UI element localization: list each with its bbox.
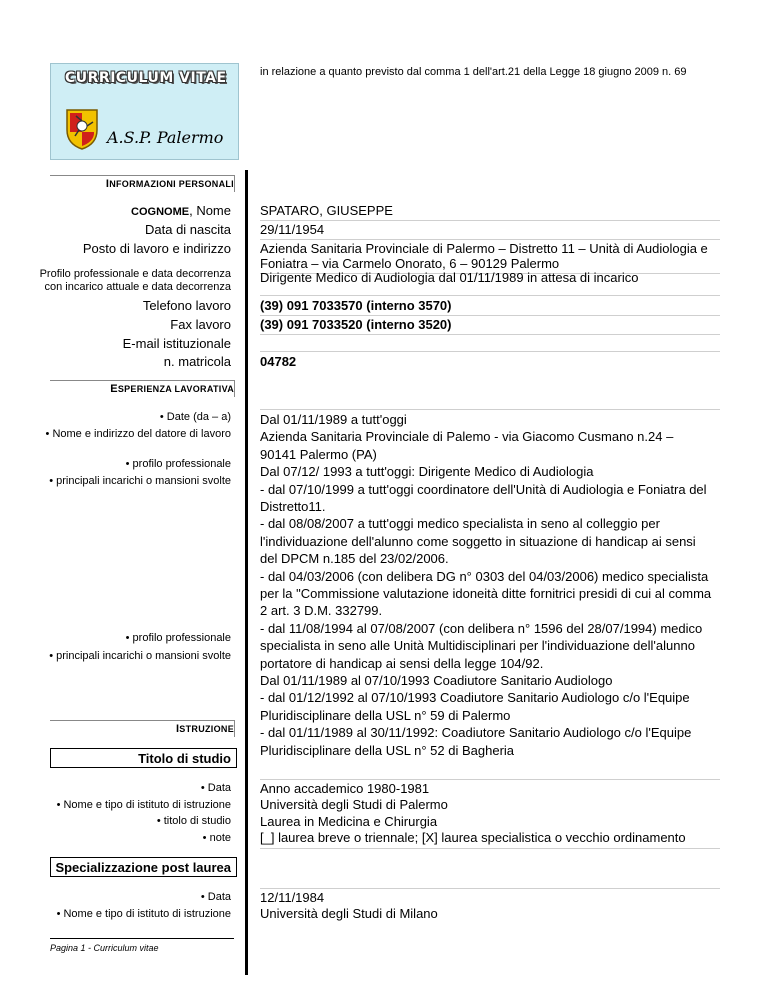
section-experience: ESPERIENZA LAVORATIVA [50,380,235,397]
label-postgrad-institute: • Nome e tipo di istituto di istruzione [56,908,231,920]
label-phone: Telefono lavoro [142,298,231,313]
crest-icon [65,108,99,150]
experience-line: Dal 01/11/1989 a tutt'oggi [260,412,407,427]
value-postgrad-institute: Università degli Studi di Milano [260,906,438,921]
value-profile: Dirigente Medico di Audiologia dal 01/11/1989 in attesa di incarico [260,270,639,285]
label-birth: Data di nascita [145,222,231,237]
value-degree-date: Anno accademico 1980-1981 [260,781,430,796]
logo-box [50,63,239,160]
label-fax: Fax lavoro [170,317,231,332]
label-post: Posto di lavoro e indirizzo [82,241,231,256]
value-name: SPATARO, GIUSEPPE [260,203,393,218]
experience-line: - dal 08/08/2007 a tutt'oggi medico specialista in seno al colleggio per [260,516,660,532]
value-degree-title: Laurea in Medicina e Chirurgia [260,814,438,829]
label-profile-2: • profilo professionale [125,632,231,644]
label-degree-notes: • note [202,832,231,844]
experience-line: Distretto11. [260,499,326,514]
experience-line: portatore di handicap ai sensi della legge 104/92. [260,655,544,671]
label-matricola: n. matricola [163,354,231,369]
label-profile: • profilo professionale [125,458,231,470]
value-matricola: 04782 [260,354,297,369]
section-education: ISTRUZIONE [50,720,235,737]
value-postgrad-date: 12/11/1984 [260,890,325,905]
experience-line: Dal 07/12/ 1993 a tutt'oggi: Dirigente Medico di Audiologia [260,464,594,480]
experience-line: - dal 07/10/1999 a tutt'oggi coordinatore dell'Unità di Audiologia e Foniatra del [260,481,707,497]
experience-line: - dal 11/08/1994 al 07/08/2007 (con delibera n° 1596 del 28/07/1994) medico [260,620,703,636]
experience-line: Azienda Sanitaria Provinciale di Palemo - via Giacomo Cusmano n.24 – [260,429,674,445]
label-degree-institute: • Nome e tipo di istituto di istruzione [56,799,231,811]
label-duties: • principali incarichi o mansioni svolte [49,475,231,487]
value-post-2: Foniatra – via Carmelo Onorato, 6 – 90129 Palermo [260,256,560,271]
label-name: COGNOME, Nome [131,203,231,218]
degree-heading: Titolo di studio [50,748,237,768]
experience-line: 90141 Palermo (PA) [260,446,377,462]
label-degree-date: • Data [200,782,231,794]
experience-line: per la "Commissione valutazione idoneità ditte fornitrici presidi di cui al comma [260,586,712,601]
experience-line: - dal 04/03/2006 (con delibera DG n° 0303 del 04/03/2006) medico specialista [260,568,709,584]
divider-line [245,170,248,975]
label-degree-title: • titolo di studio [156,815,231,827]
experience-line: - dal 01/12/1992 al 07/10/1993 Coadiutore Sanitario Audiologo c/o l'Equipe [260,690,690,706]
experience-line: Pluridisciplinare della USL n° 59 di Palermo [260,707,511,723]
logo-org: A.S.P. Palermo [107,128,224,147]
experience-line: - dal 01/11/1989 al 30/11/1992: Coadiutore Sanitario Audiologo c/o l'Equipe [260,725,692,741]
value-degree-institute: Università degli Studi di Palermo [260,797,448,812]
experience-line: specialista in seno alle Unità Multidisciplinari per l'individuazione dell'alunno [260,638,695,654]
value-post-1: Azienda Sanitaria Provinciale di Palermo – Distretto 11 – Unità di Audiologia e [260,241,708,256]
value-birth: 29/11/1954 [260,222,325,237]
label-profile: Profilo professionale e data decorrenza con incarico attuale e data decorrenza [39,268,231,293]
label-email: E-mail istituzionale [122,336,231,351]
experience-line: Pluridisciplinare della USL n° 52 di Bagheria [260,742,515,758]
postgrad-heading: Specializzazione post laurea [50,857,237,877]
label-postgrad-date: • Data [200,891,231,903]
experience-line: 2 art. 3 D.M. 332799. [260,603,383,619]
experience-line: l'individuazione dell'alunno come soggetto in situazione di handicap ai sensi [260,533,696,549]
label-duties-2: • principali incarichi o mansioni svolte [49,650,231,662]
label-employer: • Nome e indirizzo del datore di lavoro [45,428,231,440]
logo-title: CURRICULUM VITAE [65,70,227,86]
legal-note: in relazione a quanto previsto dal comma 1 dell'art.21 della Legge 18 giugno 2009 n. 69 [260,66,687,78]
value-fax: (39) 091 7033520 (interno 3520) [260,317,452,332]
value-degree-notes: [_] laurea breve o triennale; [X] laurea specialistica o vecchio ordinamento [260,830,686,845]
experience-line: Dal 01/11/1989 al 07/10/1993 Coadiutore Sanitario Audiologo [260,673,613,688]
value-phone: (39) 091 7033570 (interno 3570) [260,298,452,313]
section-personal-info: INFORMAZIONI PERSONALI [50,175,235,192]
label-dates: • Date (da – a) [159,411,231,423]
footer-page: Pagina 1 - Curriculum vitae [50,943,159,953]
experience-line: del DPCM n.185 del 23/02/2006. [260,551,449,567]
